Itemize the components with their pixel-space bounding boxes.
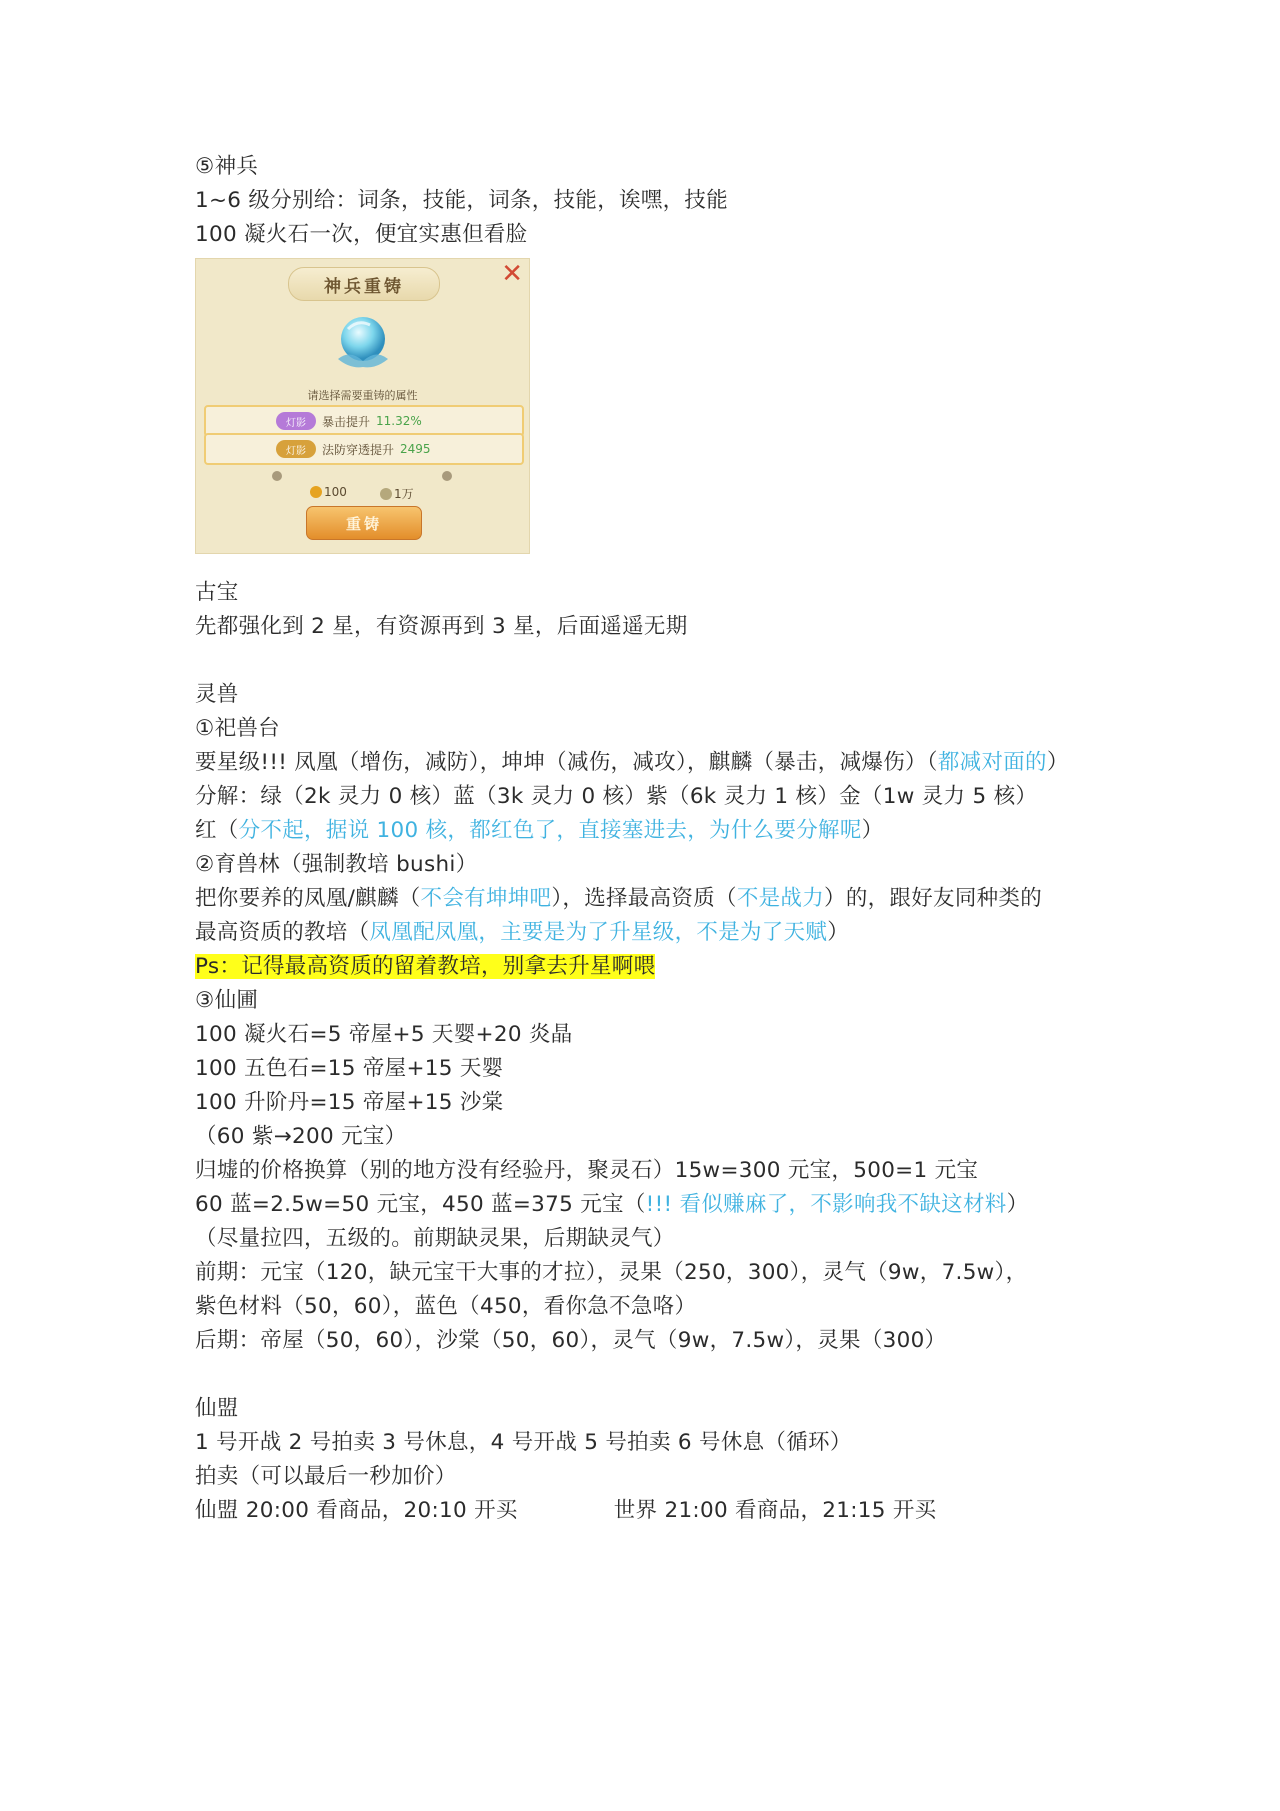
recast-dialog-screenshot bbox=[195, 258, 530, 554]
text-segment: ）的，跟好友同种类的 bbox=[824, 886, 1043, 911]
text-segment: ） bbox=[1046, 750, 1069, 775]
text-line: 拍卖（可以最后一秒加价） bbox=[195, 1464, 457, 1489]
heading-gubao: 古宝 bbox=[195, 580, 239, 605]
text-line bbox=[195, 814, 1115, 848]
text-line: 1 号开战 2 号拍卖 3 号休息，4 号开战 5 号拍卖 6 号休息（循环） bbox=[195, 1430, 852, 1455]
heading-shenbing: ⑤神兵 bbox=[195, 154, 259, 179]
add-icon[interactable] bbox=[442, 471, 452, 481]
note-segment: 不会有坤坤吧 bbox=[420, 886, 552, 911]
highlighted-note: Ps：记得最高资质的留着教培，别拿去升星啊喂 bbox=[195, 954, 656, 979]
note-segment: 不是战力 bbox=[736, 886, 825, 911]
dialog-title: 神兵重铸 bbox=[324, 276, 404, 297]
text-line: 先都强化到 2 星，有资源再到 3 星，后面遥遥无期 bbox=[195, 614, 688, 639]
subheading: ②育兽林（强制教培 bushi） bbox=[195, 852, 478, 877]
dialog-title-plate bbox=[288, 267, 440, 301]
text-segment: ） bbox=[827, 920, 850, 945]
orb-icon bbox=[330, 309, 396, 375]
heading-xianmeng: 仙盟 bbox=[195, 1396, 239, 1421]
note-segment: 分不起，据说 100 核，都红色了，直接塞进去，为什么要分解呢 bbox=[238, 818, 862, 843]
dialog-prompt: 请选择需要重铸的属性 bbox=[307, 389, 418, 402]
text-line: 100 凝火石=5 帝屋+5 天婴+20 炎晶 bbox=[195, 1022, 573, 1047]
text-segment: ） bbox=[861, 818, 884, 843]
text-line: 后期：帝屋（50，60），沙棠（50，60），灵气（9w，7.5w），灵果（300） bbox=[195, 1328, 947, 1353]
text-line: （尽量拉四，五级的。前期缺灵果，后期缺灵气） bbox=[195, 1226, 675, 1251]
text-line bbox=[195, 950, 1115, 984]
text-segment: 世界 21:00 看商品，21:15 开买 bbox=[613, 1498, 937, 1523]
attribute-row[interactable] bbox=[204, 433, 524, 465]
text-line: 100 凝火石一次，便宜实惠但看脸 bbox=[195, 222, 528, 247]
cost-stone: 100 bbox=[324, 485, 347, 499]
text-line: 前期：元宝（120，缺元宝干大事的才拉），灵果（250，300），灵气（9w，7.5w）， bbox=[195, 1260, 1028, 1285]
attribute-name: 法防穿透提升 bbox=[322, 442, 395, 457]
text-line bbox=[195, 1494, 1115, 1528]
text-line bbox=[195, 746, 1115, 780]
silver-coin-icon bbox=[380, 488, 392, 500]
text-line: 100 升阶丹=15 帝屋+15 沙棠 bbox=[195, 1090, 504, 1115]
attribute-name: 暴击提升 bbox=[322, 414, 371, 429]
text-line: 归墟的价格换算（别的地方没有经验丹，聚灵石）15w=300 元宝，500=1 元宝 bbox=[195, 1158, 979, 1183]
text-line: 分解：绿（2k 灵力 0 核）蓝（3k 灵力 0 核）紫（6k 灵力 1 核）金（1w 灵力 5 核） bbox=[195, 784, 1038, 809]
text-line bbox=[195, 916, 1115, 950]
fire-stone-icon bbox=[310, 486, 322, 498]
text-segment: 红（ bbox=[195, 818, 239, 843]
subheading: ①祀兽台 bbox=[195, 716, 280, 741]
document-body bbox=[195, 150, 1115, 1528]
cost-silver: 1万 bbox=[394, 487, 414, 501]
text-segment: ） bbox=[1006, 1192, 1029, 1217]
note-segment: !!! 看似赚麻了，不影响我不缺这材料 bbox=[645, 1192, 1007, 1217]
text-segment: 最高资质的教培（ bbox=[195, 920, 370, 945]
text-line bbox=[195, 1188, 1115, 1222]
recast-button[interactable]: 重铸 bbox=[306, 506, 422, 540]
text-line: （60 紫→200 元宝） bbox=[195, 1124, 407, 1149]
text-segment: ），选择最高资质（ bbox=[551, 886, 737, 911]
text-segment: 把你要养的凤凰/麒麟（ bbox=[195, 886, 421, 911]
text-line: 紫色材料（50，60），蓝色（450，看你急不急咯） bbox=[195, 1294, 697, 1319]
attribute-badge: 灯影 bbox=[276, 440, 316, 458]
note-segment: 都减对面的 bbox=[937, 750, 1047, 775]
note-segment: 凤凰配凤凰，主要是为了升星级，不是为了天赋 bbox=[369, 920, 828, 945]
attribute-badge: 灯影 bbox=[276, 412, 316, 430]
attribute-value: 2495 bbox=[400, 442, 431, 456]
text-segment: 要星级!!! 凤凰（增伤，减防），坤坤（减伤，减攻），麒麟（暴击，减爆伤）（ bbox=[195, 750, 938, 775]
text-line bbox=[195, 882, 1115, 916]
text-line: 100 五色石=15 帝屋+15 天婴 bbox=[195, 1056, 504, 1081]
attribute-value: 11.32% bbox=[376, 414, 422, 428]
heading-lingshou: 灵兽 bbox=[195, 682, 239, 707]
add-icon[interactable] bbox=[272, 471, 282, 481]
text-segment: 仙盟 20:00 看商品，20:10 开买 bbox=[195, 1498, 518, 1523]
close-icon: ✕ bbox=[501, 259, 523, 289]
text-segment: 60 蓝=2.5w=50 元宝，450 蓝=375 元宝（ bbox=[195, 1192, 646, 1217]
text-line: 1~6 级分别给：词条，技能，词条，技能，诶嘿，技能 bbox=[195, 188, 729, 213]
subheading: ③仙圃 bbox=[195, 988, 259, 1013]
